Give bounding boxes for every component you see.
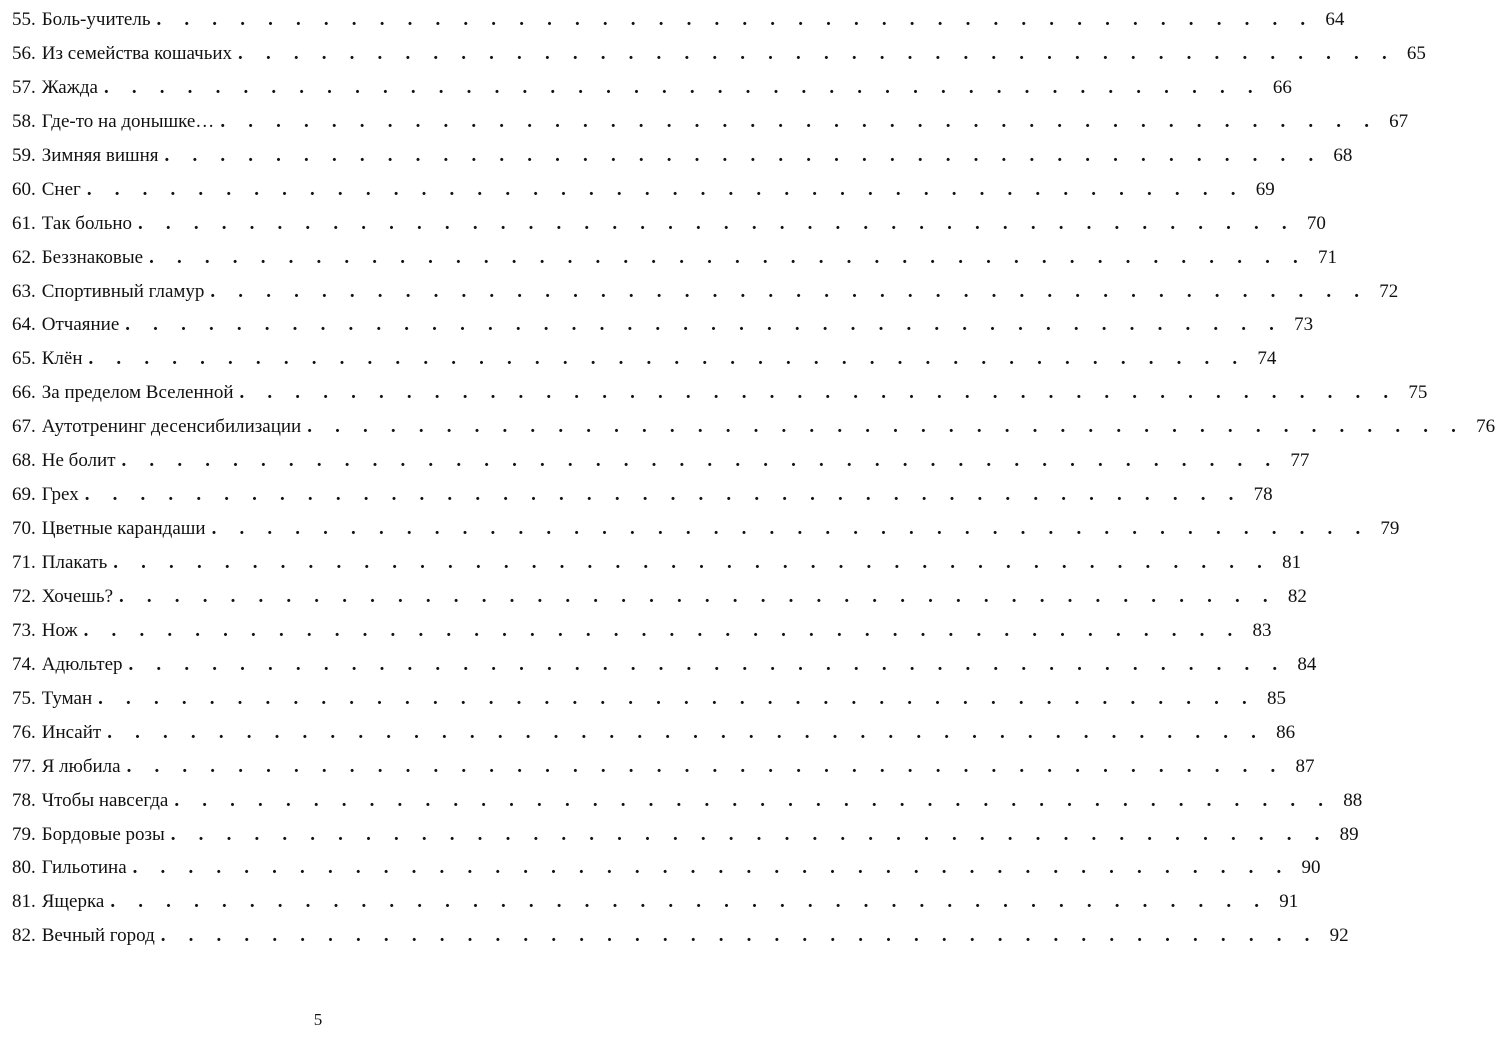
entry-page-number: 84 [1297, 653, 1317, 675]
entry-page-number: 82 [1287, 585, 1307, 607]
dot-leader: . . . . . . . . . . . . . . . . . . . . . . . . . . . . . . . . . . . . . . . . . . [239, 382, 1398, 404]
entry-number: 64. [12, 314, 36, 336]
entry-title: Чтобы навсегда [41, 789, 169, 811]
toc-entry[interactable] [12, 818, 1359, 852]
dot-leader: . . . . . . . . . . . . . . . . . . . . . . . . . . . . . . . . . . . . . . . . . . [149, 246, 1307, 268]
dot-leader: . . . . . . . . . . . . . . . . . . . . . . . . . . . . . . . . . . . . . . . . . . [121, 450, 1280, 472]
dot-leader: . . . . . . . . . . . . . . . . . . . . . . . . . . . . . . . . . . . . . . . . . . [98, 687, 1257, 709]
toc-entry[interactable] [12, 71, 1292, 105]
entry-number: 74. [12, 653, 36, 675]
dot-leader: . . . . . . . . . . . . . . . . . . . . . . . . . . . . . . . . . . . . . . . . . . [84, 484, 1243, 506]
entry-number: 68. [12, 450, 36, 472]
dot-leader: . . . . . . . . . . . . . . . . . . . . . . . . . . . . . . . . . . . . . . . . . . [110, 891, 1269, 913]
toc-entry[interactable] [12, 716, 1296, 750]
dot-leader: . . . . . . . . . . . . . . . . . . . . . . . . . . . . . . . . . . . . . . . . . . [107, 721, 1266, 743]
entry-title: Где-то на донышке… [41, 110, 215, 132]
entry-title: Не болит [41, 450, 116, 472]
entry-page-number: 88 [1343, 789, 1363, 811]
toc-entry[interactable] [12, 648, 1317, 682]
entry-page-number: 90 [1301, 857, 1321, 879]
entry-number: 61. [12, 212, 36, 234]
entry-title: За пределом Вселенной [41, 382, 234, 404]
entry-title: Плакать [41, 552, 108, 573]
dot-leader: . . . . . . . . . . . . . . . . . . . . . . . . . . . . . . . . . . . . . . . . . . [113, 552, 1272, 573]
toc-entry[interactable] [12, 444, 1310, 478]
entry-title: Из семейства кошачьих [41, 42, 233, 64]
entry-title: Жажда [41, 76, 98, 98]
entry-number: 75. [12, 687, 36, 709]
entry-number: 67. [12, 416, 36, 438]
entry-title: Спортивный гламур [41, 280, 205, 302]
entry-title: Нож [41, 619, 78, 641]
entry-title: Грех [41, 484, 79, 506]
entry-title: Гильотина [41, 857, 127, 879]
entry-number: 82. [12, 925, 36, 947]
toc-entry[interactable] [12, 885, 1299, 919]
entry-page-number: 72 [1379, 280, 1399, 302]
entry-title: Ящерка [41, 891, 105, 913]
entry-page-number: 81 [1282, 552, 1302, 573]
entry-page-number: 68 [1333, 144, 1353, 166]
entry-page-number: 67 [1389, 110, 1409, 132]
toc-entry[interactable] [12, 784, 1363, 818]
toc-entry[interactable] [12, 275, 1399, 309]
entry-number: 66. [12, 382, 36, 404]
entry-number: 63. [12, 280, 36, 302]
dot-leader: . . . . . . . . . . . . . . . . . . . . . . . . . . . . . . . . . . . . . . . . . . [220, 110, 1379, 132]
entry-number: 78. [12, 789, 36, 811]
dot-leader: . . . . . . . . . . . . . . . . . . . . . . . . . . . . . . . . . . . . . . . . . . [128, 653, 1287, 675]
dot-leader: . . . . . . . . . . . . . . . . . . . . . . . . . . . . . . . . . . . . . . . . . . [119, 585, 1277, 607]
toc-entry[interactable] [12, 37, 1426, 71]
dot-leader: . . . . . . . . . . . . . . . . . . . . . . . . . . . . . . . . . . . . . . . . . . [210, 280, 1369, 302]
entry-number: 69. [12, 484, 36, 506]
dot-leader: . . . . . . . . . . . . . . . . . . . . . . . . . . . . . . . . . . . . . . . . . . [138, 212, 1296, 234]
entry-title: Беззнаковые [41, 246, 144, 268]
dot-leader: . . . . . . . . . . . . . . . . . . . . . . . . . . . . . . . . . . . . . . . . . . [170, 823, 1329, 845]
table-of-contents [12, 3, 1495, 953]
entry-title: Отчаяние [41, 314, 120, 336]
entry-number: 73. [12, 619, 36, 641]
dot-leader: . . . . . . . . . . . . . . . . . . . . . . . . . . . . . . . . . . . . . . . . . . [174, 789, 1333, 811]
entry-number: 80. [12, 857, 36, 879]
entry-page-number: 87 [1295, 755, 1315, 777]
entry-number: 81. [12, 891, 36, 913]
entry-number: 60. [12, 178, 36, 200]
entry-title: Цветные карандаши [41, 518, 206, 540]
entry-title: Адюльтер [41, 653, 123, 675]
entry-title: Аутотренинг десенсибилизации [41, 416, 302, 438]
toc-entry[interactable] [12, 580, 1307, 614]
entry-page-number: 75 [1408, 382, 1428, 404]
entry-number: 65. [12, 348, 36, 370]
toc-entry[interactable] [12, 546, 1302, 580]
entry-number: 57. [12, 76, 36, 98]
toc-entry[interactable] [12, 376, 1428, 410]
entry-number: 56. [12, 42, 36, 64]
entry-title: Клён [41, 348, 83, 370]
dot-leader: . . . . . . . . . . . . . . . . . . . . . . . . . . . . . . . . . . . . . . . . . . [132, 857, 1291, 879]
toc-entry[interactable] [12, 139, 1353, 173]
entry-page-number: 78 [1253, 484, 1273, 506]
dot-leader: . . . . . . . . . . . . . . . . . . . . . . . . . . . . . . . . . . . . . . . . . . [103, 76, 1262, 98]
toc-entry[interactable] [12, 750, 1315, 784]
dot-leader: . . . . . . . . . . . . . . . . . . . . . . . . . . . . . . . . . . . . . . . . . . [156, 9, 1315, 30]
dot-leader: . . . . . . . . . . . . . . . . . . . . . . . . . . . . . . . . . . . . . . . . . . [307, 416, 1466, 438]
entry-number: 58. [12, 110, 36, 132]
entry-number: 71. [12, 552, 36, 573]
entry-page-number: 74 [1257, 348, 1277, 370]
entry-number: 76. [12, 721, 36, 743]
dot-leader: . . . . . . . . . . . . . . . . . . . . . . . . . . . . . . . . . . . . . . . . . . [160, 925, 1319, 947]
toc-entry[interactable] [12, 851, 1321, 885]
entry-title: Вечный город [41, 925, 155, 947]
entry-page-number: 65 [1406, 42, 1426, 64]
entry-title: Хочешь? [41, 585, 113, 607]
entry-title: Бордовые розы [41, 823, 165, 845]
dot-leader: . . . . . . . . . . . . . . . . . . . . . . . . . . . . . . . . . . . . . . . . . . [211, 518, 1370, 540]
page-number: 5 [313, 1010, 323, 1029]
entry-page-number: 77 [1290, 450, 1310, 472]
entry-title: Так больно [41, 212, 133, 234]
entry-page-number: 83 [1252, 619, 1272, 641]
entry-page-number: 85 [1267, 687, 1287, 709]
entry-title: Снег [41, 178, 81, 200]
entry-page-number: 66 [1272, 76, 1292, 98]
dot-leader: . . . . . . . . . . . . . . . . . . . . . . . . . . . . . . . . . . . . . . . . . . [83, 619, 1242, 641]
entry-page-number: 69 [1255, 178, 1275, 200]
entry-title: Туман [41, 687, 93, 709]
toc-entry[interactable] [12, 919, 1349, 953]
entry-title: Я любила [41, 755, 121, 777]
toc-entry[interactable] [12, 614, 1272, 648]
toc-entry[interactable] [12, 478, 1273, 512]
toc-entry[interactable] [12, 207, 1326, 241]
entry-number: 62. [12, 246, 36, 268]
toc-entry[interactable] [12, 512, 1400, 546]
dot-leader: . . . . . . . . . . . . . . . . . . . . . . . . . . . . . . . . . . . . . . . . . . [86, 178, 1245, 200]
dot-leader: . . . . . . . . . . . . . . . . . . . . . . . . . . . . . . . . . . . . . . . . . . [88, 348, 1247, 370]
entry-number: 55. [12, 9, 36, 30]
entry-page-number: 86 [1276, 721, 1296, 743]
dot-leader: . . . . . . . . . . . . . . . . . . . . . . . . . . . . . . . . . . . . . . . . . . [238, 42, 1396, 64]
dot-leader: . . . . . . . . . . . . . . . . . . . . . . . . . . . . . . . . . . . . . . . . . . [125, 314, 1284, 336]
dot-leader: . . . . . . . . . . . . . . . . . . . . . . . . . . . . . . . . . . . . . . . . . . [164, 144, 1323, 166]
entry-page-number: 92 [1329, 925, 1349, 947]
entry-page-number: 71 [1317, 246, 1337, 268]
toc-entry[interactable] [12, 342, 1277, 376]
entry-title: Зимняя вишня [41, 144, 159, 166]
entry-number: 59. [12, 144, 36, 166]
entry-page-number: 79 [1380, 518, 1400, 540]
entry-title: Инсайт [41, 721, 102, 743]
entry-page-number: 73 [1294, 314, 1314, 336]
toc-entry[interactable] [12, 308, 1314, 342]
toc-entry[interactable] [12, 105, 1409, 139]
toc-entry[interactable] [12, 682, 1287, 716]
toc-entry[interactable] [12, 3, 1345, 37]
dot-leader: . . . . . . . . . . . . . . . . . . . . . . . . . . . . . . . . . . . . . . . . . . [126, 755, 1285, 777]
entry-title: Боль-учитель [41, 9, 151, 30]
entry-number: 77. [12, 755, 36, 777]
entry-page-number: 76 [1476, 416, 1495, 438]
toc-entry[interactable] [12, 410, 1495, 444]
entry-number: 79. [12, 823, 36, 845]
entry-page-number: 91 [1279, 891, 1299, 913]
toc-entry[interactable] [12, 173, 1275, 207]
entry-page-number: 89 [1339, 823, 1359, 845]
toc-entry[interactable] [12, 241, 1337, 275]
entry-page-number: 64 [1325, 9, 1345, 30]
entry-number: 72. [12, 585, 36, 607]
entry-number: 70. [12, 518, 36, 540]
entry-page-number: 70 [1306, 212, 1326, 234]
